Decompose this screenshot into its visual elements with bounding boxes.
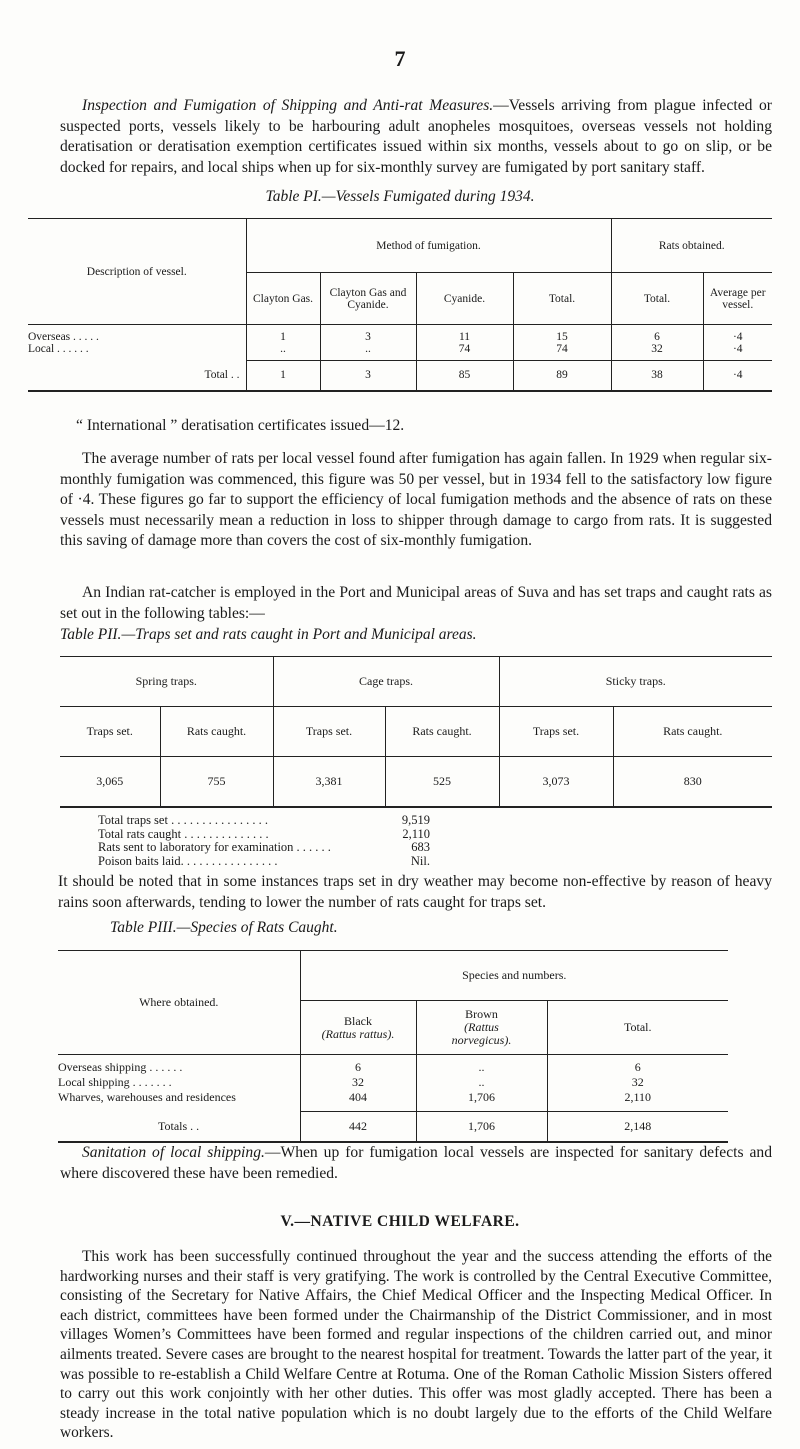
table-row [58, 1075, 728, 1090]
col-header: Rats caught. [385, 707, 499, 757]
table-cell: 1,706 [416, 1090, 547, 1112]
group-header-cage: Cage traps. [273, 657, 499, 707]
paragraph-dry-weather: It should be noted that in some instances traps set in dry weather may become non-effective by reason of heavy rains soon afterwards, tending to lower the number of rats caught for traps set. [58, 873, 772, 911]
group-header-sticky: Sticky traps. [499, 657, 772, 707]
table-cell: ·4 [732, 342, 743, 355]
page-number: 7 [394, 46, 406, 71]
table-cell: 89 [513, 361, 611, 391]
table-cell: 38 [611, 361, 703, 391]
summary-row: Total traps set . . . . . . . . . . . . . . . . 9,519 [98, 813, 430, 827]
col-header-black: Black (Rattus rattus). [300, 1001, 416, 1055]
table-cell: 32 [300, 1075, 416, 1090]
row-label: Overseas . . . . . [28, 325, 246, 343]
paragraph-rat-catcher: An Indian rat-catcher is employed in the Port and Municipal areas of Suva and has set traps and caught rats as set out in the following tables:— [60, 584, 772, 622]
section-heading: V.—NATIVE CHILD WELFARE. [280, 1213, 520, 1230]
table-cell: 2,148 [547, 1112, 728, 1142]
table-total-row [58, 1112, 728, 1142]
table-cell: 3,381 [273, 757, 385, 807]
col-header: Total. [611, 273, 703, 325]
paragraph-inspection [60, 96, 772, 178]
paragraph-average-rats: The average number of rats per local vessel found after fumigation has again fallen. In 1929 when regular six-monthly fumigation was commenced, this figure was 50 per vessel, but in 1934 fell to the satisfactory low figure of ·4. These figures go far to support the efficiency of local fumigation methods and the absence of rats on these vessels must necessarily mean a reduction in loss to shipper through damage to cargo from rats. It is suggested this saving of damage more than covers the cost of six-monthly fumigation. [60, 450, 772, 549]
table-cell: 442 [300, 1112, 416, 1142]
row-label: Wharves, warehouses and residences [58, 1089, 236, 1104]
paragraph-heading: Sanitation of local shipping. [82, 1144, 265, 1161]
col-header: Clayton Gas. [246, 273, 320, 325]
col-header: Traps set. [60, 707, 160, 757]
col-header: Clayton Gas and Cyanide. [320, 273, 416, 325]
table-cell: ·4 [703, 361, 772, 391]
table-cell: 1,706 [416, 1112, 547, 1142]
table-cell: ·4 [703, 325, 772, 343]
traps-table [60, 656, 772, 808]
table-total-row [28, 361, 772, 391]
col-header: Total. [513, 273, 611, 325]
table-cell: .. [320, 343, 416, 361]
table-row [28, 325, 772, 343]
table-cell: .. [416, 1075, 547, 1090]
group-header-method: Method of fumigation. [246, 219, 611, 273]
paragraph-heading: Inspection and Fumigation of Shipping and Anti-rat Measures. [82, 97, 494, 114]
table-caption: Table PI.—Vessels Fumigated during 1934. [265, 188, 535, 205]
table-cell: 3 [320, 361, 416, 391]
col-header: Rats caught. [613, 707, 772, 757]
table-cell: 74 [416, 343, 513, 361]
vessels-fumigated-table [28, 218, 772, 392]
group-header-species: Species and numbers. [300, 951, 728, 1001]
paragraph-body: —Vessels arriving from plague infected or suspected ports, vessels likely to be harbouring adult anopheles mosquitoes, overseas vessels not holding deratisation or deratisation exemption certificates issued within six months, vessels about to go on slip, or be docked for repairs, and local ships when up for six-monthly survey are fumigated by port sanitary staff. [60, 97, 773, 176]
table-cell: 11 [416, 325, 513, 343]
paragraph-sanitation [60, 1143, 772, 1184]
table-row [58, 1090, 728, 1112]
group-header-spring: Spring traps. [60, 657, 273, 707]
table-cell: 6 [611, 325, 703, 343]
group-header-rats: Rats obtained. [611, 219, 772, 273]
table-cell: .. [246, 343, 320, 361]
table-cell: 3,073 [499, 757, 613, 807]
table-row [28, 343, 772, 361]
table-cell: 6 [547, 1055, 728, 1075]
col-header: Rats caught. [160, 707, 273, 757]
col-header-brown: Brown (Rattus norvegicus). [416, 1001, 547, 1055]
table-cell: 32 [611, 343, 703, 361]
row-label: Local . . . . . . [28, 342, 89, 355]
col-header: Traps set. [499, 707, 613, 757]
table-cell: 404 [300, 1090, 416, 1112]
col-header: Average per vessel. [709, 286, 766, 311]
table-cell: 15 [513, 325, 611, 343]
paragraph-body: —When up for fumigation local vessels are inspected for sanitary defects and where discovered these have been remedied. [60, 1144, 772, 1182]
summary-row: Total rats caught . . . . . . . . . . . . . . 2,110 [98, 826, 430, 841]
row-label: Local shipping . . . . . . . [58, 1074, 172, 1089]
table-cell: 3 [320, 325, 416, 343]
paragraph-child-welfare: This work has been successfully continued throughout the year and the success attending the efforts of the hardworking nurses and their staff is very gratifying. The work is controlled by the Central Executive Committee, consisting of the Secretary for Native Affairs, the Chief Medical Officer and the Inspecting Medical Officer. In each district, committees have been formed under the Chairmanship of the District Commissioner, and in most villages Women’s Committees have been formed and regular inspections of the children carried out, and minor ailments treated. Severe cases are brought to the nearest hospital for treatment. Towards the latter part of the year, it was possible to re-establish a Child Welfare Centre at Rotuma. One of the Roman Catholic Mission Sisters offered to carry out this work conjointly with her other duties. This offer was most gladly accepted. There has been a steady increase in the total native population which is no doubt largely due to the efforts of the Child Welfare workers. [60, 1248, 772, 1442]
row-label: Totals . . [58, 1112, 300, 1142]
table-cell: .. [416, 1055, 547, 1075]
table-cell: 525 [385, 757, 499, 807]
table-cell: 85 [416, 361, 513, 391]
row-label: Overseas shipping . . . . . . [58, 1055, 300, 1075]
table-cell: 1 [246, 325, 320, 343]
species-table [58, 950, 728, 1143]
col-header-where: Where obtained. [58, 951, 300, 1055]
certificates-line: “ International ” deratisation certificates issued—12. [76, 417, 405, 434]
table-cell: 2,110 [624, 1089, 652, 1104]
summary-row: Poison baits laid. . . . . . . . . . . . . . . . Nil. [98, 853, 430, 868]
table-cell: 6 [300, 1055, 416, 1075]
table-cell: 3,065 [60, 757, 160, 807]
col-header-description: Description of vessel. [28, 219, 246, 325]
table-cell: 32 [631, 1074, 644, 1089]
row-label: Total . . [28, 361, 246, 391]
summary-row: Rats sent to laboratory for examination . . . . . . 683 [98, 840, 430, 854]
table-cell: 755 [160, 757, 273, 807]
table-cell: 74 [513, 343, 611, 361]
trap-summary [98, 814, 430, 868]
table-caption: Table PII.—Traps set and rats caught in Port and Municipal areas. [60, 626, 477, 643]
table-row [60, 757, 772, 807]
table-caption: Table PIII.—Species of Rats Caught. [110, 919, 338, 936]
table-cell: 830 [613, 757, 772, 807]
col-header: Traps set. [273, 707, 385, 757]
col-header-total: Total. [624, 1020, 652, 1034]
table-row [58, 1055, 728, 1075]
col-header: Cyanide. [416, 273, 513, 325]
table-cell: 1 [246, 361, 320, 391]
